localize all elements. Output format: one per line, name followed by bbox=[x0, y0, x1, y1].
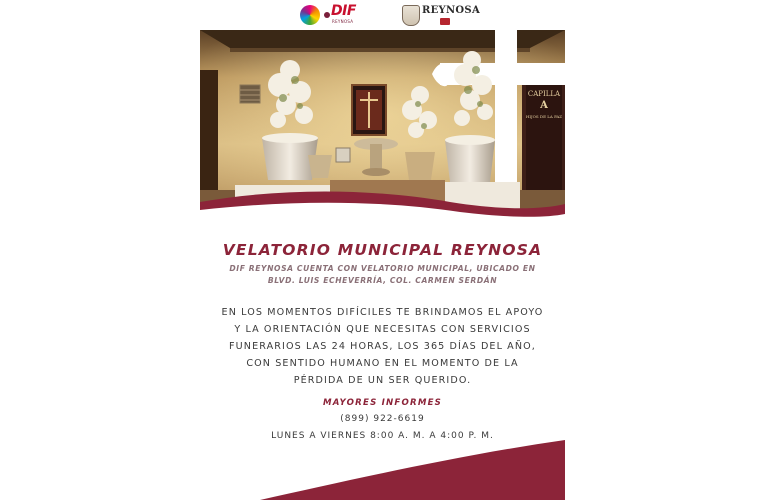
reynosa-logo bbox=[402, 2, 481, 28]
bottom-wave-decoration bbox=[200, 440, 565, 500]
dif-logo-subtext: REYNOSA bbox=[332, 19, 354, 24]
flyer bbox=[200, 0, 565, 500]
body-line: EN LOS MOMENTOS DIFÍCILES TE BRINDAMOS EL APOYO bbox=[221, 307, 544, 318]
dif-swirl-logo-icon bbox=[300, 5, 320, 25]
dif-dot bbox=[324, 12, 330, 18]
office-hours: LUNES A VIERNES 8:00 A. M. A 4:00 P. M. bbox=[271, 431, 494, 441]
reynosa-badge bbox=[440, 18, 450, 25]
subtitle bbox=[200, 263, 565, 287]
subtitle-line: BLVD. LUIS ECHEVERRÍA, COL. CARMEN SERDÁN bbox=[267, 276, 498, 285]
dif-logo-text: DIF bbox=[331, 3, 356, 19]
body-line: CON SENTIDO HUMANO EN EL MOMENTO DE LA bbox=[246, 358, 519, 369]
chapel-sign-line-1: CAPILLA bbox=[527, 90, 561, 98]
phone-number: (899) 922-6619 bbox=[340, 414, 425, 424]
subtitle-line: DIF REYNOSA CUENTA CON VELATORIO MUNICIPAL, UBICADO EN bbox=[229, 264, 536, 273]
reynosa-crest-icon bbox=[402, 5, 420, 26]
body-paragraph bbox=[200, 304, 565, 389]
dif-logo bbox=[300, 3, 360, 27]
chapel-photo bbox=[200, 30, 565, 220]
chapel-sign-line-2: A bbox=[540, 100, 548, 111]
logo-header bbox=[200, 2, 565, 28]
page-title: VELATORIO MUNICIPAL REYNOSA bbox=[222, 241, 543, 259]
chapel-sign-line-3: HIJOS DE LA PAZ bbox=[525, 114, 563, 119]
body-line: Y LA ORIENTACIÓN QUE NECESITAS CON SERVICIOS bbox=[234, 324, 531, 335]
reynosa-logo-text: REYNOSA bbox=[422, 5, 481, 16]
info-heading: MAYORES INFORMES bbox=[322, 398, 443, 408]
body-line: FUNERARIOS LAS 24 HORAS, LOS 365 DÍAS DEL AÑO, bbox=[229, 341, 536, 352]
body-line: PÉRDIDA DE UN SER QUERIDO. bbox=[293, 375, 472, 386]
